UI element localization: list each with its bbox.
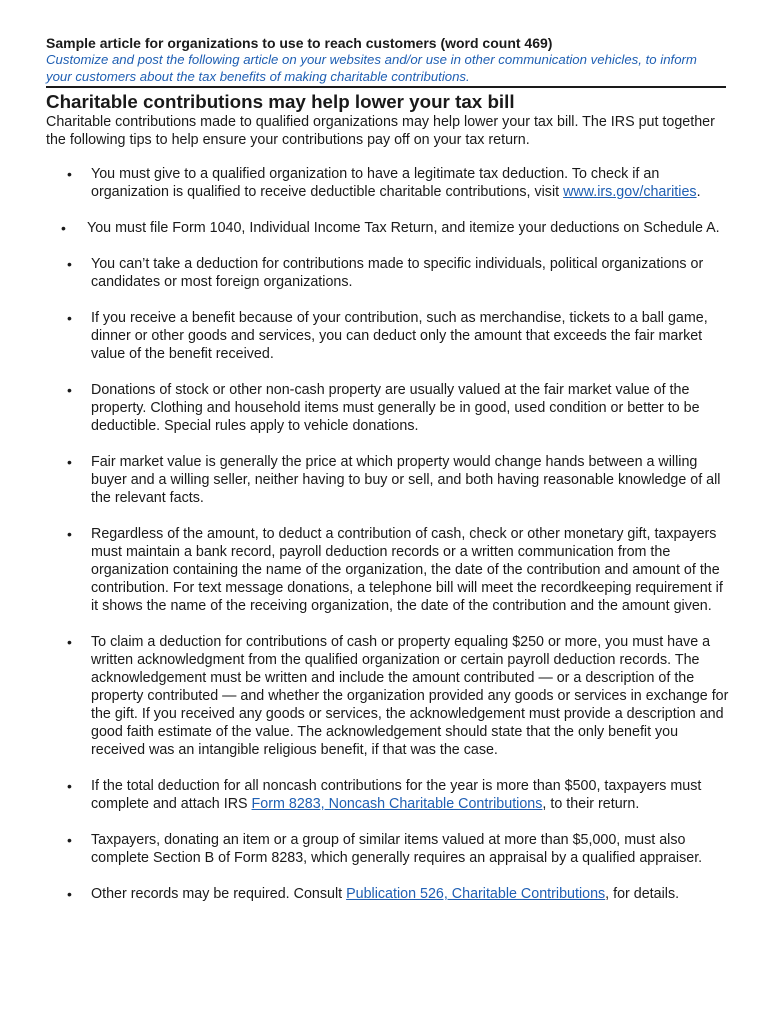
tip-text: You can’t take a deduction for contributions made to specific individuals, political organizations or candidates or most foreign organizations. (91, 256, 704, 290)
bullet-icon: • (67, 454, 72, 470)
list-item (46, 525, 731, 615)
bullet-icon: • (67, 166, 72, 182)
tip-text: You must give to a qualified organization to have a legitimate tax deduction. To check if an organization is qualified to receive deductible charitable contributions, visit (91, 166, 660, 200)
article-lead-paragraph: Charitable contributions made to qualified organizations may help lower your tax bill. The IRS put together the following tips to help ensure your contributions pay off on your tax return. (46, 114, 715, 148)
intro-instructions: Customize and post the following article on your websites and/or use in other communication vehicles, to inform your customers about the tax benefits of making charitable contributions. (46, 52, 726, 88)
bullet-icon: • (67, 634, 72, 650)
tip-text: If the total deduction for all noncash contributions for the year is more than $500, taxpayers must complete and attach IRS (91, 778, 702, 812)
tip-text-end: , for details. (605, 886, 680, 902)
list-item (46, 633, 731, 759)
list-item (46, 453, 731, 507)
bullet-icon: • (67, 832, 72, 848)
list-item (46, 309, 731, 363)
tip-text: Regardless of the amount, to deduct a contribution of cash, check or other monetary gift, taxpayers must maintain a bank record, payroll deduction records or a written communication from the organization containing the name of the organization, the date of the contribution and amount of the contribution. For text message donations, a telephone bill will meet the recordkeeping requirement if it shows the name of the receiving organization, the date of the contribution and the amount given. (91, 526, 723, 614)
list-item (46, 255, 731, 291)
bullet-icon: • (67, 886, 72, 902)
list-item (46, 165, 731, 201)
bullet-icon: • (61, 220, 66, 236)
tip-text: Taxpayers, donating an item or a group of similar items valued at more than $5,000, must also complete Section B of Form 8283, which generally requires an appraisal by a qualified appraiser. (91, 832, 703, 866)
tip-text: Other records may be required. Consult (91, 886, 347, 902)
bullet-icon: • (67, 526, 72, 542)
tip-text: If you receive a benefit because of your contribution, such as merchandise, tickets to a ball game, dinner or other goods and services, you can deduct only the amount that exceeds the fair market value of the benefit received. (91, 310, 708, 362)
tip-text-end: . (696, 184, 701, 200)
irs-charities-link[interactable]: www.irs.gov/charities (563, 184, 697, 200)
tip-text-end: , to their return. (542, 796, 640, 812)
tip-text: Fair market value is generally the price at which property would change hands between a willing buyer and a willing seller, neither having to buy or sell, and both having reasonable knowledge of all the relevant facts. (91, 454, 721, 506)
article-title: Charitable contributions may help lower your tax bill (46, 91, 515, 112)
list-item (46, 831, 731, 867)
form-8283-link[interactable]: Form 8283, Noncash Charitable Contributions (251, 796, 543, 812)
sample-article-heading: Sample article for organizations to use to reach customers (word count 469) (46, 35, 553, 51)
bullet-icon: • (67, 310, 72, 326)
tip-text: Donations of stock or other non-cash property are usually valued at the fair market value of the property. Clothing and household items must generally be in good, used condition or better to be deductible. Special rules apply to vehicle donations. (91, 382, 700, 434)
tip-text: To claim a deduction for contributions of cash or property equaling $250 or more, you must have a written acknowledgment from the qualified organization or certain payroll deduction records. The acknowledgement must be written and include the amount contributed — or a description of the property contributed — and whether the organization provided any goods or services in exchange for the gift. If you received any goods or services, the acknowledgement must provide a description and good faith estimate of the value. The acknowledgement should state that the only benefit you received was an intangible religious benefit, if that was the case. (91, 634, 729, 758)
document-page (46, 34, 730, 921)
publication-526-link[interactable]: Publication 526, Charitable Contributions (346, 886, 606, 902)
tips-list (46, 165, 730, 903)
bullet-icon: • (67, 778, 72, 794)
list-item (46, 885, 731, 903)
list-item (46, 219, 727, 237)
list-item (46, 777, 731, 813)
list-item (46, 381, 731, 435)
bullet-icon: • (67, 256, 72, 272)
tip-text: You must file Form 1040, Individual Income Tax Return, and itemize your deductions on Schedule A. (87, 220, 720, 236)
bullet-icon: • (67, 382, 72, 398)
